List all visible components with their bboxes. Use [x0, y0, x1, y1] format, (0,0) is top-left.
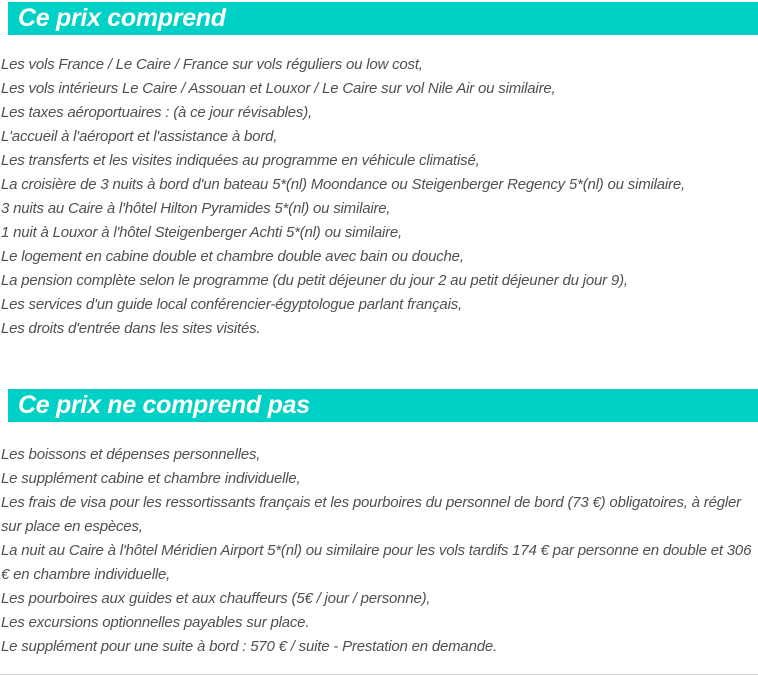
price-excludes-item: Les boissons et dépenses personnelles, — [1, 446, 261, 463]
price-includes-item: La pension complète selon le programme (du petit déjeuner du jour 2 au petit déjeuner du jour 9), — [1, 272, 628, 289]
price-excludes-section — [0, 389, 758, 659]
price-includes-item: Les services d'un guide local conférencier-égyptologue parlant français, — [1, 296, 462, 313]
price-includes-item: Les taxes aéroportuaires : (à ce jour révisables), — [1, 104, 312, 121]
price-excludes-banner — [8, 389, 758, 422]
price-excludes-item: Le supplément pour une suite à bord : 570 € / suite - Prestation en demande. — [1, 638, 497, 655]
price-includes-banner — [8, 2, 758, 35]
price-excludes-item: Les pourboires aux guides et aux chauffeurs (5€ / jour / personne), — [1, 590, 431, 607]
price-excludes-item: Les frais de visa pour les ressortissants français et les pourboires du personnel de bord (73 €) obligatoires, à régler sur place en espèces, — [1, 494, 741, 535]
price-excludes-list — [0, 443, 758, 659]
price-excludes-item: Les excursions optionnelles payables sur place. — [1, 614, 310, 631]
price-includes-item: Les vols intérieurs Le Caire / Assouan et Louxor / Le Caire sur vol Nile Air ou similaire, — [1, 80, 556, 97]
price-includes-item: Les vols France / Le Caire / France sur vols réguliers ou low cost, — [1, 56, 423, 73]
price-includes-item: 1 nuit à Louxor à l'hôtel Steigenberger Achti 5*(nl) ou similaire, — [1, 224, 402, 241]
price-includes-section — [0, 2, 758, 341]
price-excludes-item: La nuit au Caire à l'hôtel Méridien Airport 5*(nl) ou similaire pour les vols tardifs 174 € par personne en double et 306 € en chambre individuelle, — [1, 542, 752, 583]
price-includes-item: L'accueil à l'aéroport et l'assistance à bord, — [1, 128, 278, 145]
bottom-divider — [0, 674, 758, 675]
price-includes-item: Les droits d'entrée dans les sites visités. — [1, 320, 261, 337]
price-excludes-item: Le supplément cabine et chambre individuelle, — [1, 470, 301, 487]
price-includes-list — [0, 53, 758, 341]
price-includes-item: 3 nuits au Caire à l'hôtel Hilton Pyramides 5*(nl) ou similaire, — [1, 200, 391, 217]
price-excludes-title: Ce prix ne comprend pas — [18, 391, 310, 419]
price-includes-item: La croisière de 3 nuits à bord d'un bateau 5*(nl) Moondance ou Steigenberger Regency 5*(nl) ou similaire, — [1, 176, 685, 193]
price-includes-title: Ce prix comprend — [18, 4, 226, 32]
price-includes-item: Le logement en cabine double et chambre double avec bain ou douche, — [1, 248, 464, 265]
price-includes-item: Les transferts et les visites indiquées au programme en véhicule climatisé, — [1, 152, 480, 169]
